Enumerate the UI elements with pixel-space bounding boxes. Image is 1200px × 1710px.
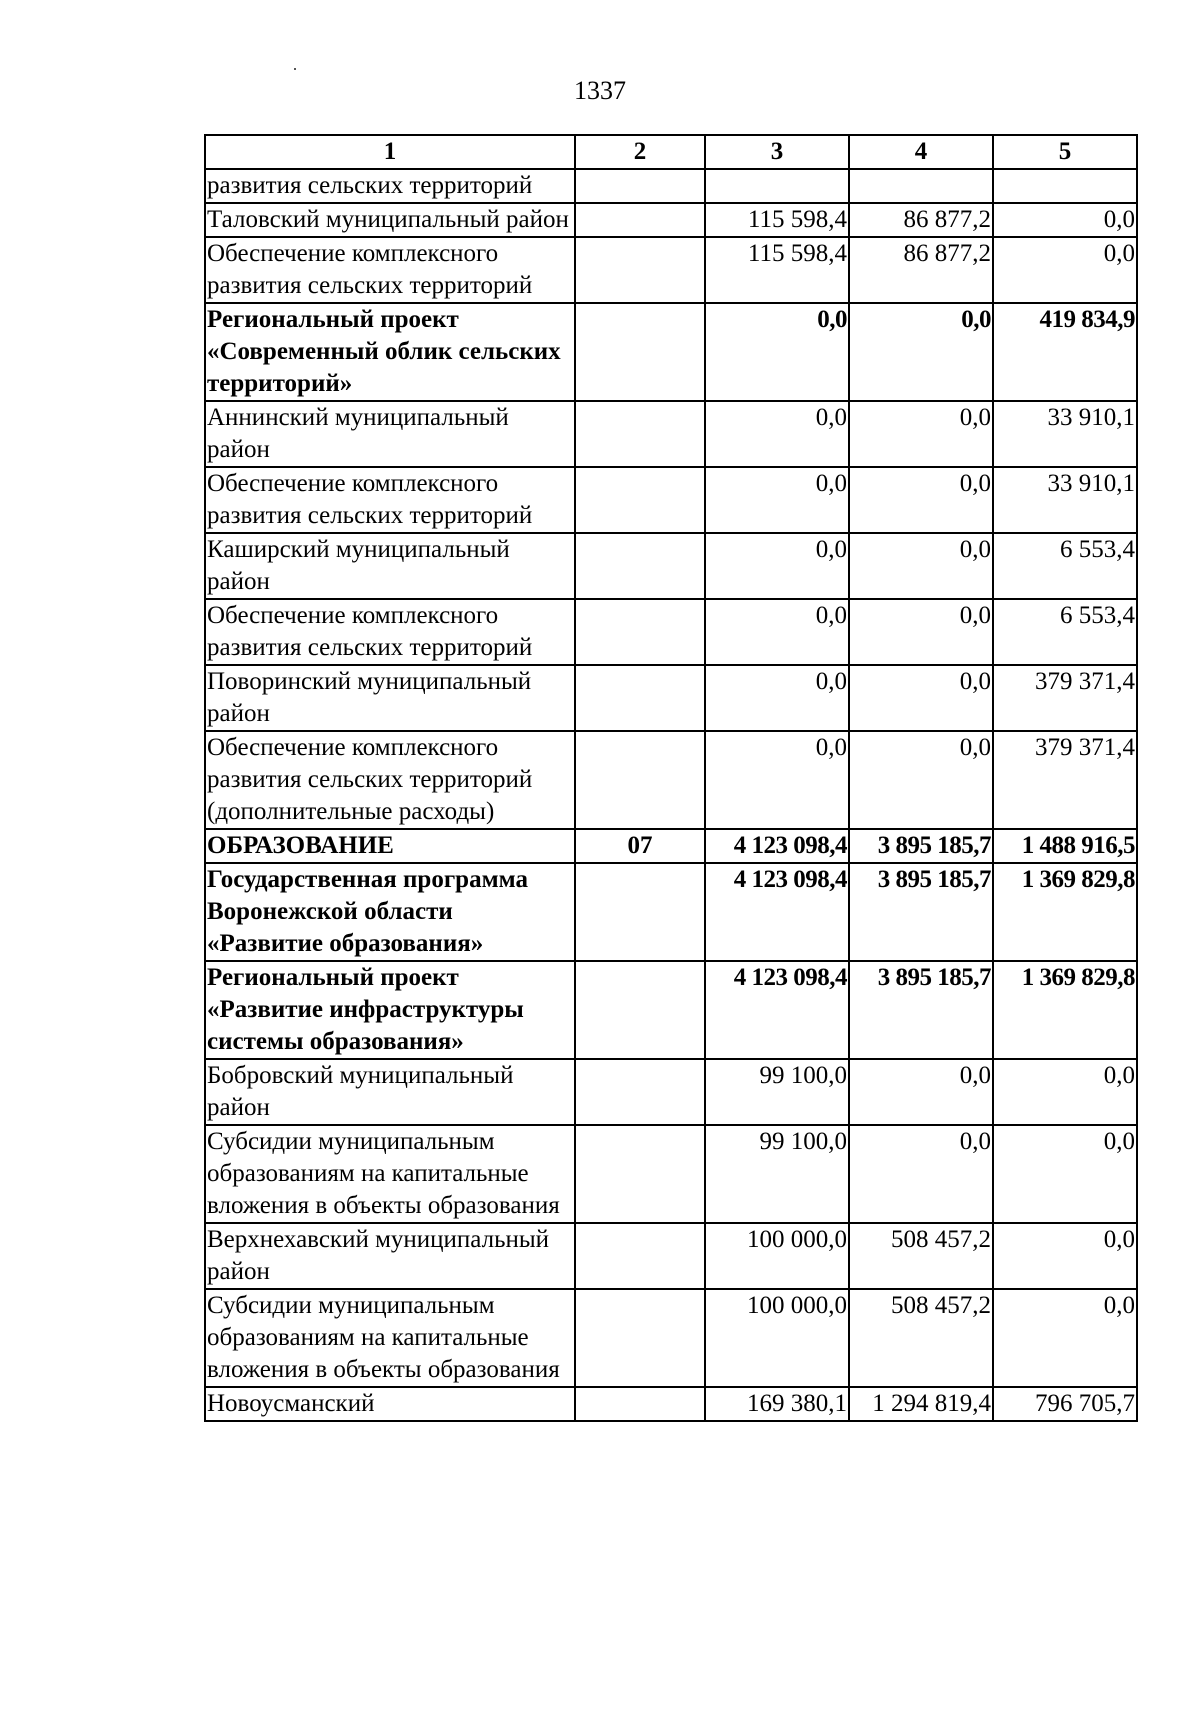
amount-col-5: 1 488 916,5 xyxy=(993,829,1137,863)
amount-col-3: 0,0 xyxy=(705,665,849,731)
amount-col-5: 419 834,9 xyxy=(993,303,1137,401)
amount-col-3: 169 380,1 xyxy=(705,1387,849,1421)
item-name: Субсидии муниципальным образованиям на капитальные вложения в объекты образования xyxy=(205,1289,575,1387)
amount-col-3: 4 123 098,4 xyxy=(705,961,849,1059)
amount-col-3: 0,0 xyxy=(705,599,849,665)
section-code xyxy=(575,1289,705,1387)
table-row xyxy=(205,467,1137,533)
item-name: ОБРАЗОВАНИЕ xyxy=(205,829,575,863)
amount-col-4: 0,0 xyxy=(849,1059,993,1125)
amount-col-5: 379 371,4 xyxy=(993,665,1137,731)
section-code xyxy=(575,599,705,665)
amount-col-5: 6 553,4 xyxy=(993,599,1137,665)
amount-col-3: 100 000,0 xyxy=(705,1223,849,1289)
section-code xyxy=(575,665,705,731)
table-row xyxy=(205,169,1137,203)
table-row xyxy=(205,1289,1137,1387)
amount-col-3: 0,0 xyxy=(705,303,849,401)
amount-col-3: 115 598,4 xyxy=(705,203,849,237)
item-name: Каширский муниципальный район xyxy=(205,533,575,599)
column-header-5: 5 xyxy=(993,135,1137,169)
budget-table xyxy=(204,134,1138,1422)
item-name: Обеспечение комплексного развития сельских территорий xyxy=(205,467,575,533)
amount-col-5: 0,0 xyxy=(993,1223,1137,1289)
item-name: Таловский муниципальный район xyxy=(205,203,575,237)
amount-col-5 xyxy=(993,169,1137,203)
amount-col-4: 3 895 185,7 xyxy=(849,961,993,1059)
amount-col-5: 0,0 xyxy=(993,237,1137,303)
amount-col-4: 3 895 185,7 xyxy=(849,829,993,863)
table-row xyxy=(205,1387,1137,1421)
table-row xyxy=(205,863,1137,961)
amount-col-4 xyxy=(849,169,993,203)
item-name: развития сельских территорий xyxy=(205,169,575,203)
item-name: Бобровский муниципальный район xyxy=(205,1059,575,1125)
section-code xyxy=(575,961,705,1059)
item-name: Обеспечение комплексного развития сельских территорий xyxy=(205,599,575,665)
section-code xyxy=(575,303,705,401)
table-row xyxy=(205,303,1137,401)
amount-col-5: 0,0 xyxy=(993,1059,1137,1125)
amount-col-4: 86 877,2 xyxy=(849,237,993,303)
amount-col-4: 0,0 xyxy=(849,401,993,467)
amount-col-3: 0,0 xyxy=(705,401,849,467)
item-name: Обеспечение комплексного развития сельских территорий (дополнительные расходы) xyxy=(205,731,575,829)
column-header-3: 3 xyxy=(705,135,849,169)
amount-col-4: 0,0 xyxy=(849,731,993,829)
item-name: Государственная программа Воронежской области «Развитие образования» xyxy=(205,863,575,961)
item-name: Поворинский муниципальный район xyxy=(205,665,575,731)
section-code xyxy=(575,1059,705,1125)
item-name: Обеспечение комплексного развития сельских территорий xyxy=(205,237,575,303)
table-row xyxy=(205,731,1137,829)
table-body xyxy=(205,169,1137,1421)
amount-col-4: 86 877,2 xyxy=(849,203,993,237)
table-row xyxy=(205,401,1137,467)
section-code xyxy=(575,1223,705,1289)
amount-col-3: 4 123 098,4 xyxy=(705,863,849,961)
amount-col-5: 1 369 829,8 xyxy=(993,863,1137,961)
section-code xyxy=(575,169,705,203)
table-row xyxy=(205,533,1137,599)
table-row xyxy=(205,829,1137,863)
amount-col-3 xyxy=(705,169,849,203)
item-name: Верхнехавский муниципальный район xyxy=(205,1223,575,1289)
amount-col-4: 0,0 xyxy=(849,467,993,533)
amount-col-5: 796 705,7 xyxy=(993,1387,1137,1421)
table-row xyxy=(205,237,1137,303)
amount-col-3: 0,0 xyxy=(705,731,849,829)
table-row xyxy=(205,1059,1137,1125)
amount-col-5: 0,0 xyxy=(993,203,1137,237)
amount-col-3: 100 000,0 xyxy=(705,1289,849,1387)
page-number: 1337 xyxy=(574,76,626,105)
section-code xyxy=(575,1125,705,1223)
amount-col-4: 1 294 819,4 xyxy=(849,1387,993,1421)
amount-col-5: 1 369 829,8 xyxy=(993,961,1137,1059)
amount-col-4: 0,0 xyxy=(849,599,993,665)
section-code: 07 xyxy=(575,829,705,863)
amount-col-4: 0,0 xyxy=(849,533,993,599)
amount-col-3: 0,0 xyxy=(705,467,849,533)
table-row xyxy=(205,1223,1137,1289)
section-code xyxy=(575,237,705,303)
amount-col-5: 0,0 xyxy=(993,1289,1137,1387)
table-row xyxy=(205,665,1137,731)
section-code xyxy=(575,863,705,961)
item-name: Региональный проект «Современный облик сельских территорий» xyxy=(205,303,575,401)
section-code xyxy=(575,401,705,467)
table-row xyxy=(205,961,1137,1059)
amount-col-4: 0,0 xyxy=(849,1125,993,1223)
item-name: Региональный проект «Развитие инфраструктуры системы образования» xyxy=(205,961,575,1059)
table-row xyxy=(205,1125,1137,1223)
column-header-1: 1 xyxy=(205,135,575,169)
item-name: Аннинский муниципальный район xyxy=(205,401,575,467)
amount-col-4: 0,0 xyxy=(849,303,993,401)
amount-col-3: 99 100,0 xyxy=(705,1059,849,1125)
item-name: Новоусманский xyxy=(205,1387,575,1421)
section-code xyxy=(575,203,705,237)
amount-col-5: 0,0 xyxy=(993,1125,1137,1223)
amount-col-4: 0,0 xyxy=(849,665,993,731)
section-code xyxy=(575,467,705,533)
column-header-2: 2 xyxy=(575,135,705,169)
amount-col-4: 3 895 185,7 xyxy=(849,863,993,961)
amount-col-3: 115 598,4 xyxy=(705,237,849,303)
amount-col-3: 99 100,0 xyxy=(705,1125,849,1223)
amount-col-5: 33 910,1 xyxy=(993,401,1137,467)
amount-col-3: 0,0 xyxy=(705,533,849,599)
amount-col-5: 33 910,1 xyxy=(993,467,1137,533)
amount-col-5: 379 371,4 xyxy=(993,731,1137,829)
item-name: Субсидии муниципальным образованиям на капитальные вложения в объекты образования xyxy=(205,1125,575,1223)
section-code xyxy=(575,533,705,599)
table-row xyxy=(205,203,1137,237)
amount-col-4: 508 457,2 xyxy=(849,1289,993,1387)
scan-speck xyxy=(294,68,296,70)
amount-col-4: 508 457,2 xyxy=(849,1223,993,1289)
column-header-4: 4 xyxy=(849,135,993,169)
table-row xyxy=(205,599,1137,665)
section-code xyxy=(575,1387,705,1421)
section-code xyxy=(575,731,705,829)
amount-col-3: 4 123 098,4 xyxy=(705,829,849,863)
header-row xyxy=(205,135,1137,169)
amount-col-5: 6 553,4 xyxy=(993,533,1137,599)
